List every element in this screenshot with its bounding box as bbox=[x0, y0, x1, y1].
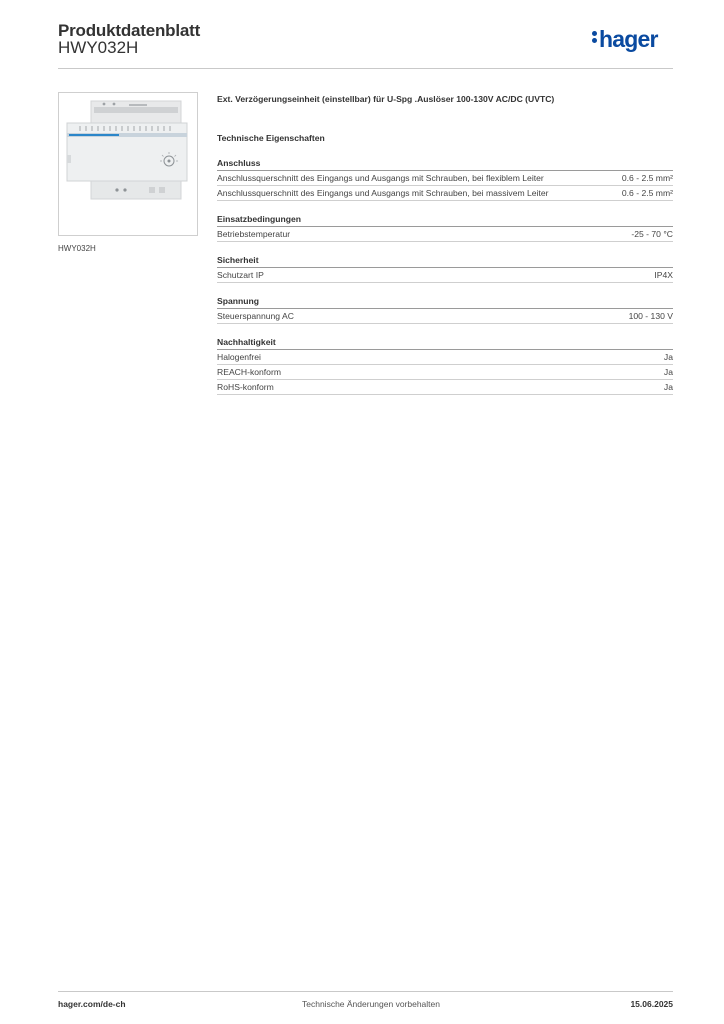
hager-logo[interactable] bbox=[592, 26, 658, 53]
group-title: Nachhaltigkeit bbox=[217, 337, 673, 350]
spec-label: Schutzart IP bbox=[217, 270, 264, 280]
spec-value: IP4X bbox=[654, 270, 673, 280]
spec-group-spannung bbox=[217, 296, 673, 324]
product-image-caption: HWY032H bbox=[58, 244, 96, 253]
device-illustration-icon bbox=[59, 93, 197, 235]
spec-row bbox=[217, 309, 673, 324]
spec-row bbox=[217, 268, 673, 283]
group-title: Einsatzbedingungen bbox=[217, 214, 673, 227]
spec-row bbox=[217, 186, 673, 201]
spec-value: Ja bbox=[663, 382, 673, 392]
logo-text: hager bbox=[599, 26, 658, 52]
logo-dots-icon bbox=[592, 29, 597, 45]
footer-website-link[interactable]: hager.com/de-ch bbox=[58, 999, 126, 1009]
spec-row bbox=[217, 227, 673, 242]
product-image bbox=[58, 92, 198, 236]
footer-divider bbox=[58, 991, 673, 992]
spec-value: Ja bbox=[663, 352, 673, 362]
spec-row bbox=[217, 365, 673, 380]
product-code: HWY032H bbox=[58, 38, 139, 57]
spec-label: Anschlussquerschnitt des Eingangs und Ausgangs mit Schrauben, bei massivem Leiter bbox=[217, 188, 549, 198]
spec-value: 0.6 - 2.5 mm² bbox=[621, 188, 673, 198]
spec-row bbox=[217, 171, 673, 186]
page-title: Produktdatenblatt bbox=[58, 21, 201, 40]
section-title: Technische Eigenschaften bbox=[217, 133, 325, 143]
spec-group-sicherheit bbox=[217, 255, 673, 283]
spec-row bbox=[217, 350, 673, 365]
spec-row bbox=[217, 380, 673, 395]
spec-group-anschluss bbox=[217, 158, 673, 201]
group-title: Spannung bbox=[217, 296, 673, 309]
header-divider bbox=[58, 68, 673, 69]
spec-value: 100 - 130 V bbox=[628, 311, 673, 321]
spec-value: -25 - 70 °C bbox=[631, 229, 673, 239]
spec-value: Ja bbox=[663, 367, 673, 377]
spec-label: Halogenfrei bbox=[217, 352, 261, 362]
spec-label: Steuerspannung AC bbox=[217, 311, 294, 321]
group-title: Sicherheit bbox=[217, 255, 673, 268]
spec-label: REACH-konform bbox=[217, 367, 281, 377]
spec-value: 0.6 - 2.5 mm² bbox=[621, 173, 673, 183]
spec-label: RoHS-konform bbox=[217, 382, 274, 392]
spec-group-nachhaltigkeit bbox=[217, 337, 673, 395]
footer-notice: Technische Änderungen vorbehalten bbox=[302, 999, 440, 1009]
product-description: Ext. Verzögerungseinheit (einstellbar) für U-Spg .Auslöser 100-130V AC/DC (UVTC) bbox=[217, 94, 555, 104]
spec-label: Anschlussquerschnitt des Eingangs und Ausgangs mit Schrauben, bei flexiblem Leiter bbox=[217, 173, 544, 183]
spec-label: Betriebstemperatur bbox=[217, 229, 291, 239]
spec-content bbox=[217, 94, 673, 395]
group-title: Anschluss bbox=[217, 158, 673, 171]
spec-group-einsatzbedingungen bbox=[217, 214, 673, 242]
footer-date: 15.06.2025 bbox=[630, 999, 673, 1009]
